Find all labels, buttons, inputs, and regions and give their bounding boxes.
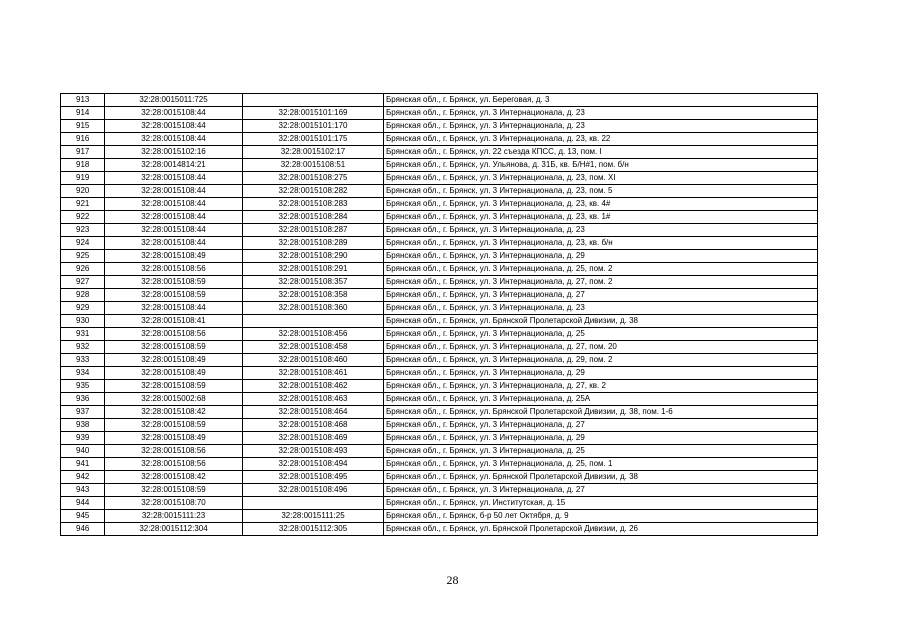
table-row <box>61 393 818 406</box>
land-cadastral-number-cell: 32:28:0015108:49 <box>105 250 243 263</box>
object-cadastral-number-cell: 32:28:0015102:17 <box>243 146 384 159</box>
row-number-cell: 913 <box>61 94 105 107</box>
row-number-cell: 938 <box>61 419 105 432</box>
address-cell: Брянская обл., г. Брянск, ул. Институтская, д. 15 <box>384 497 818 510</box>
address-cell: Брянская обл., г. Брянск, ул. 22 съезда КПСС, д. 13, пом. I <box>384 146 818 159</box>
object-cadastral-number-cell: 32:28:0015108:283 <box>243 198 384 211</box>
row-number-cell: 944 <box>61 497 105 510</box>
table-row <box>61 328 818 341</box>
land-cadastral-number-cell: 32:28:0015108:44 <box>105 302 243 315</box>
row-number-cell: 920 <box>61 185 105 198</box>
land-cadastral-number-cell: 32:28:0015108:44 <box>105 107 243 120</box>
row-number-cell: 914 <box>61 107 105 120</box>
address-cell: Брянская обл., г. Брянск, ул. 3 Интернационала, д. 23, кв. 22 <box>384 133 818 146</box>
object-cadastral-number-cell: 32:28:0015112:305 <box>243 523 384 536</box>
object-cadastral-number-cell: 32:28:0015108:462 <box>243 380 384 393</box>
address-cell: Брянская обл., г. Брянск, ул. Брянской Пролетарской Дивизии, д. 38, пом. 1-6 <box>384 406 818 419</box>
object-cadastral-number-cell: 32:28:0015108:495 <box>243 471 384 484</box>
row-number-cell: 940 <box>61 445 105 458</box>
land-cadastral-number-cell: 32:28:0015108:49 <box>105 354 243 367</box>
row-number-cell: 925 <box>61 250 105 263</box>
object-cadastral-number-cell <box>243 94 384 107</box>
object-cadastral-number-cell: 32:28:0015108:464 <box>243 406 384 419</box>
address-cell: Брянская обл., г. Брянск, ул. 3 Интернационала, д. 25 <box>384 328 818 341</box>
row-number-cell: 926 <box>61 263 105 276</box>
land-cadastral-number-cell: 32:28:0015111:23 <box>105 510 243 523</box>
object-cadastral-number-cell: 32:28:0015108:460 <box>243 354 384 367</box>
address-cell: Брянская обл., г. Брянск, ул. 3 Интернационала, д. 27, кв. 2 <box>384 380 818 393</box>
land-cadastral-number-cell: 32:28:0015108:44 <box>105 185 243 198</box>
address-cell: Брянская обл., г. Брянск, ул. 3 Интернационала, д. 25, пом. 2 <box>384 263 818 276</box>
address-cell: Брянская обл., г. Брянск, ул. 3 Интернационала, д. 25, пом. 1 <box>384 458 818 471</box>
object-cadastral-number-cell: 32:28:0015108:289 <box>243 237 384 250</box>
address-cell: Брянская обл., г. Брянск, ул. 3 Интернационала, д. 25 <box>384 445 818 458</box>
object-cadastral-number-cell: 32:28:0015108:290 <box>243 250 384 263</box>
object-cadastral-number-cell: 32:28:0015108:282 <box>243 185 384 198</box>
land-cadastral-number-cell: 32:28:0015108:42 <box>105 406 243 419</box>
object-cadastral-number-cell: 32:28:0015108:456 <box>243 328 384 341</box>
object-cadastral-number-cell <box>243 497 384 510</box>
object-cadastral-number-cell: 32:28:0015108:357 <box>243 276 384 289</box>
land-cadastral-number-cell: 32:28:0015108:59 <box>105 380 243 393</box>
object-cadastral-number-cell <box>243 315 384 328</box>
object-cadastral-number-cell: 32:28:0015108:469 <box>243 432 384 445</box>
page-number: 28 <box>446 573 459 587</box>
object-cadastral-number-cell: 32:28:0015108:358 <box>243 289 384 302</box>
address-cell: Брянская обл., г. Брянск, ул. 3 Интернационала, д. 29 <box>384 250 818 263</box>
row-number-cell: 933 <box>61 354 105 367</box>
table-row <box>61 380 818 393</box>
land-cadastral-number-cell: 32:28:0015108:56 <box>105 328 243 341</box>
table-row <box>61 367 818 380</box>
object-cadastral-number-cell: 32:28:0015108:51 <box>243 159 384 172</box>
table-row <box>61 341 818 354</box>
address-cell: Брянская обл., г. Брянск, ул. 3 Интернационала, д. 27, пом. 20 <box>384 341 818 354</box>
address-cell: Брянская обл., г. Брянск, ул. 3 Интернационала, д. 27, пом. 2 <box>384 276 818 289</box>
address-cell: Брянская обл., г. Брянск, ул. 3 Интернационала, д. 29 <box>384 367 818 380</box>
row-number-cell: 935 <box>61 380 105 393</box>
address-cell: Брянская обл., г. Брянск, ул. 3 Интернационала, д. 29 <box>384 432 818 445</box>
object-cadastral-number-cell: 32:28:0015108:287 <box>243 224 384 237</box>
table-row <box>61 172 818 185</box>
object-cadastral-number-cell: 32:28:0015108:291 <box>243 263 384 276</box>
row-number-cell: 921 <box>61 198 105 211</box>
table-row <box>61 263 818 276</box>
object-cadastral-number-cell: 32:28:0015108:463 <box>243 393 384 406</box>
table-row <box>61 289 818 302</box>
land-cadastral-number-cell: 32:28:0015108:59 <box>105 341 243 354</box>
row-number-cell: 923 <box>61 224 105 237</box>
row-number-cell: 946 <box>61 523 105 536</box>
row-number-cell: 919 <box>61 172 105 185</box>
object-cadastral-number-cell: 32:28:0015108:284 <box>243 211 384 224</box>
table-row <box>61 510 818 523</box>
row-number-cell: 917 <box>61 146 105 159</box>
table-row <box>61 250 818 263</box>
address-cell: Брянская обл., г. Брянск, ул. 3 Интернационала, д. 23 <box>384 224 818 237</box>
land-cadastral-number-cell: 32:28:0015108:44 <box>105 120 243 133</box>
address-cell: Брянская обл., г. Брянск, ул. 3 Интернационала, д. 23 <box>384 302 818 315</box>
object-cadastral-number-cell: 32:28:0015108:458 <box>243 341 384 354</box>
object-cadastral-number-cell: 32:28:0015108:360 <box>243 302 384 315</box>
land-cadastral-number-cell: 32:28:0015108:44 <box>105 211 243 224</box>
table-row <box>61 523 818 536</box>
land-cadastral-number-cell: 32:28:0015108:49 <box>105 367 243 380</box>
land-cadastral-number-cell: 32:28:0015002:68 <box>105 393 243 406</box>
land-cadastral-number-cell: 32:28:0015108:59 <box>105 484 243 497</box>
address-cell: Брянская обл., г. Брянск, ул. Береговая, д. 3 <box>384 94 818 107</box>
object-cadastral-number-cell: 32:28:0015108:468 <box>243 419 384 432</box>
object-cadastral-number-cell: 32:28:0015108:493 <box>243 445 384 458</box>
row-number-cell: 932 <box>61 341 105 354</box>
table-body <box>61 94 818 536</box>
table-row <box>61 276 818 289</box>
row-number-cell: 928 <box>61 289 105 302</box>
table-row <box>61 497 818 510</box>
address-cell: Брянская обл., г. Брянск, ул. 3 Интернационала, д. 27 <box>384 289 818 302</box>
land-cadastral-number-cell: 32:28:0015112:304 <box>105 523 243 536</box>
table-row <box>61 224 818 237</box>
land-cadastral-number-cell: 32:28:0015108:56 <box>105 458 243 471</box>
address-cell: Брянская обл., г. Брянск, ул. 3 Интернационала, д. 23, кв. 1# <box>384 211 818 224</box>
land-cadastral-number-cell: 32:28:0015011:725 <box>105 94 243 107</box>
table-row <box>61 185 818 198</box>
row-number-cell: 916 <box>61 133 105 146</box>
address-cell: Брянская обл., г. Брянск, ул. Брянской Пролетарской Дивизии, д. 38 <box>384 471 818 484</box>
address-cell: Брянская обл., г. Брянск, ул. Брянской Пролетарской Дивизии, д. 26 <box>384 523 818 536</box>
land-cadastral-number-cell: 32:28:0015108:44 <box>105 133 243 146</box>
table-row <box>61 146 818 159</box>
address-cell: Брянская обл., г. Брянск, ул. 3 Интернационала, д. 23 <box>384 120 818 133</box>
table-row <box>61 445 818 458</box>
object-cadastral-number-cell: 32:28:0015101:169 <box>243 107 384 120</box>
row-number-cell: 936 <box>61 393 105 406</box>
table-row <box>61 107 818 120</box>
land-cadastral-number-cell: 32:28:0015108:70 <box>105 497 243 510</box>
land-cadastral-number-cell: 32:28:0015108:44 <box>105 198 243 211</box>
table-row <box>61 406 818 419</box>
row-number-cell: 918 <box>61 159 105 172</box>
address-cell: Брянская обл., г. Брянск, ул. 3 Интернационала, д. 23, пом. XI <box>384 172 818 185</box>
row-number-cell: 927 <box>61 276 105 289</box>
table-row <box>61 120 818 133</box>
table-row <box>61 354 818 367</box>
address-cell: Брянская обл., г. Брянск, ул. 3 Интернационала, д. 23, кв. 4# <box>384 198 818 211</box>
table-row <box>61 159 818 172</box>
row-number-cell: 945 <box>61 510 105 523</box>
object-cadastral-number-cell: 32:28:0015108:275 <box>243 172 384 185</box>
land-cadastral-number-cell: 32:28:0015108:49 <box>105 432 243 445</box>
land-cadastral-number-cell: 32:28:0015108:44 <box>105 172 243 185</box>
row-number-cell: 934 <box>61 367 105 380</box>
row-number-cell: 937 <box>61 406 105 419</box>
address-cell: Брянская обл., г. Брянск, ул. Брянской Пролетарской Дивизии, д. 38 <box>384 315 818 328</box>
address-cell: Брянская обл., г. Брянск, ул. Ульянова, д. 31Б, кв. Б/Н#1, пом. б/н <box>384 159 818 172</box>
address-cell: Брянская обл., г. Брянск, ул. 3 Интернационала, д. 23, кв. б/н <box>384 237 818 250</box>
object-cadastral-number-cell: 32:28:0015101:170 <box>243 120 384 133</box>
row-number-cell: 939 <box>61 432 105 445</box>
land-cadastral-number-cell: 32:28:0015108:44 <box>105 237 243 250</box>
land-cadastral-number-cell: 32:28:0015108:56 <box>105 445 243 458</box>
land-cadastral-number-cell: 32:28:0015108:41 <box>105 315 243 328</box>
land-cadastral-number-cell: 32:28:0014814:21 <box>105 159 243 172</box>
table-row <box>61 198 818 211</box>
address-cell: Брянская обл., г. Брянск, ул. 3 Интернационала, д. 23 <box>384 107 818 120</box>
row-number-cell: 915 <box>61 120 105 133</box>
land-cadastral-number-cell: 32:28:0015108:59 <box>105 419 243 432</box>
table-row <box>61 484 818 497</box>
land-cadastral-number-cell: 32:28:0015108:44 <box>105 224 243 237</box>
row-number-cell: 931 <box>61 328 105 341</box>
registry-table <box>60 93 818 536</box>
address-cell: Брянская обл., г. Брянск, ул. 3 Интернационала, д. 25А <box>384 393 818 406</box>
address-cell: Брянская обл., г. Брянск, ул. 3 Интернационала, д. 27 <box>384 419 818 432</box>
row-number-cell: 941 <box>61 458 105 471</box>
row-number-cell: 942 <box>61 471 105 484</box>
table-row <box>61 432 818 445</box>
table-row <box>61 211 818 224</box>
land-cadastral-number-cell: 32:28:0015108:59 <box>105 276 243 289</box>
table-row <box>61 471 818 484</box>
table-row <box>61 133 818 146</box>
table-row <box>61 237 818 250</box>
row-number-cell: 943 <box>61 484 105 497</box>
table-row <box>61 302 818 315</box>
row-number-cell: 924 <box>61 237 105 250</box>
address-cell: Брянская обл., г. Брянск, ул. 3 Интернационала, д. 29, пом. 2 <box>384 354 818 367</box>
land-cadastral-number-cell: 32:28:0015108:56 <box>105 263 243 276</box>
object-cadastral-number-cell: 32:28:0015108:461 <box>243 367 384 380</box>
address-cell: Брянская обл., г. Брянск, ул. 3 Интернационала, д. 23, пом. 5 <box>384 185 818 198</box>
object-cadastral-number-cell: 32:28:0015108:496 <box>243 484 384 497</box>
table-row <box>61 419 818 432</box>
address-cell: Брянская обл., г. Брянск, б-р 50 лет Октября, д. 9 <box>384 510 818 523</box>
row-number-cell: 930 <box>61 315 105 328</box>
row-number-cell: 922 <box>61 211 105 224</box>
object-cadastral-number-cell: 32:28:0015108:494 <box>243 458 384 471</box>
object-cadastral-number-cell: 32:28:0015101:175 <box>243 133 384 146</box>
table-row <box>61 458 818 471</box>
land-cadastral-number-cell: 32:28:0015108:59 <box>105 289 243 302</box>
address-cell: Брянская обл., г. Брянск, ул. 3 Интернационала, д. 27 <box>384 484 818 497</box>
land-cadastral-number-cell: 32:28:0015108:42 <box>105 471 243 484</box>
table-row <box>61 94 818 107</box>
land-cadastral-number-cell: 32:28:0015102:16 <box>105 146 243 159</box>
table-row <box>61 315 818 328</box>
object-cadastral-number-cell: 32:28:0015111:25 <box>243 510 384 523</box>
row-number-cell: 929 <box>61 302 105 315</box>
